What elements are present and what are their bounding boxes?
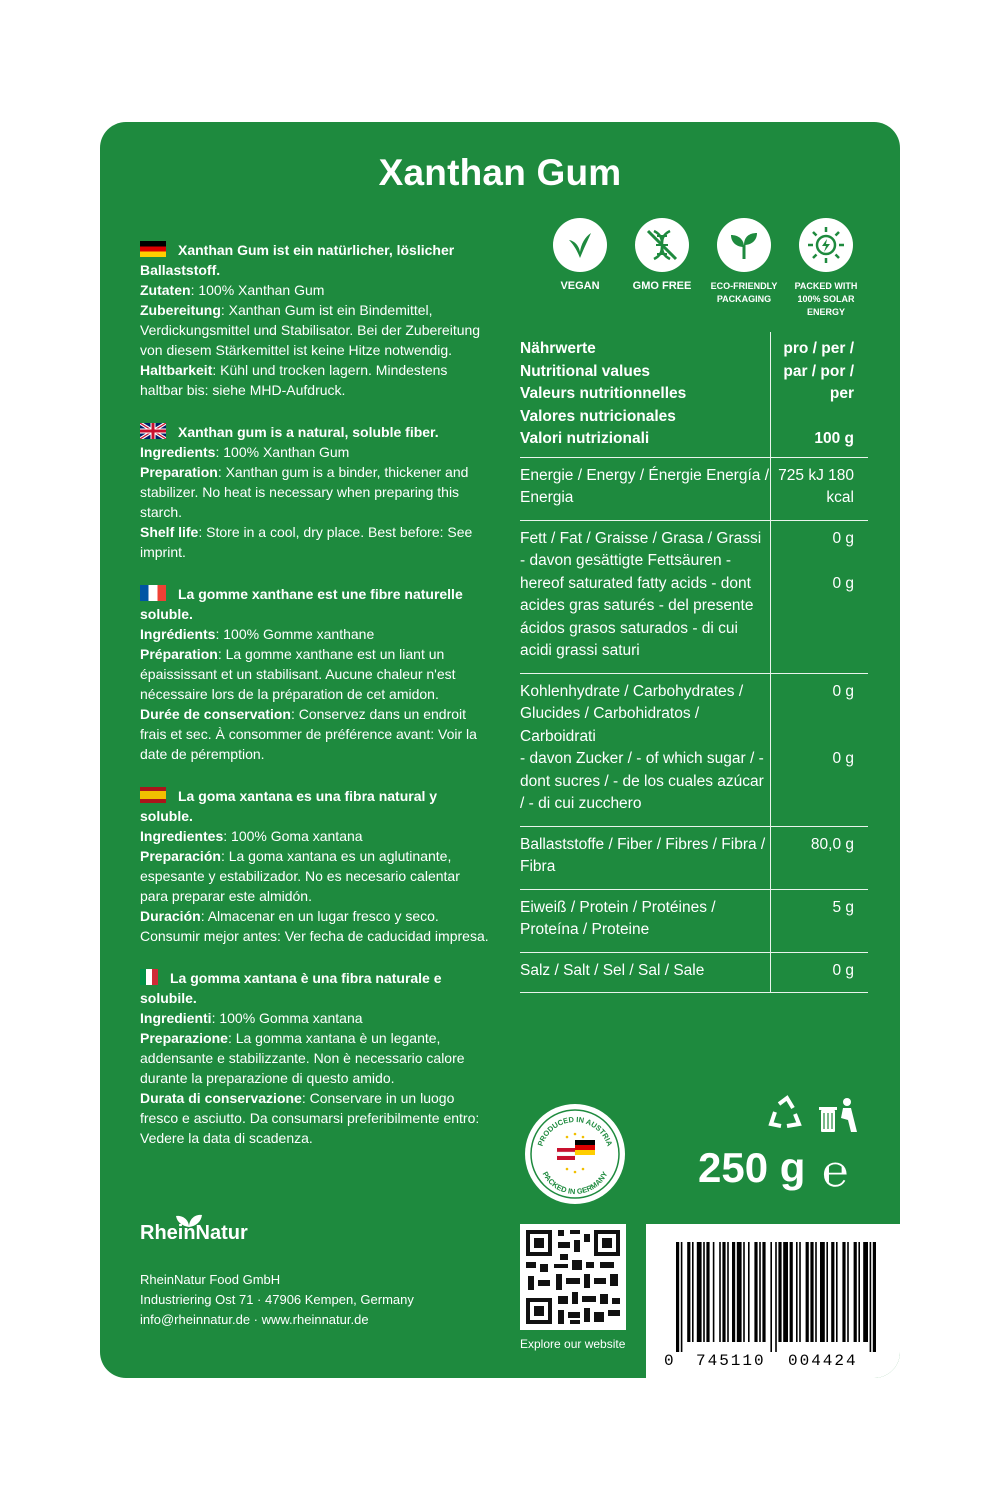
section-heading: La gomme xanthane est une fibre naturelle soluble.	[140, 586, 463, 622]
sun-bolt-icon	[799, 218, 853, 272]
barcode-bar	[820, 1242, 825, 1342]
barcode-bar	[770, 1242, 772, 1352]
barcode-bar	[790, 1242, 793, 1342]
barcode-bar	[842, 1242, 845, 1342]
barcode: 0 745110 004424	[646, 1224, 900, 1378]
recycle-icon	[771, 1098, 799, 1126]
barcode-bar	[687, 1242, 690, 1342]
barcode-bar	[870, 1242, 872, 1352]
section-es: La goma xantana es una fibra natural y soluble. Ingredientes: 100% Goma xantana Preparación: La goma xantana es un aglutinante, espesante y estabilizador. No es necesario calentar para preparar este almidón. Duración: Almacenar en un lugar fresco y seco. Consumir mejor antes: Ver fecha de caducidad impresa.	[140, 788, 489, 944]
qr-code-icon	[520, 1224, 626, 1330]
recycling-icons	[765, 1094, 865, 1143]
barcode-bar	[722, 1242, 725, 1342]
table-row: Energie / Energy / Énergie Energía / Energia 725 kJ 180 kcal	[520, 458, 868, 521]
net-weight: 250 g	[698, 1144, 806, 1191]
eco-packaging-badge: ECO-FRIENDLY PACKAGING	[704, 218, 784, 306]
barcode-bar	[847, 1242, 849, 1342]
feature-badges	[540, 218, 870, 318]
table-row: Fett / Fat / Graisse / Grasa / Grassi - davon gesättigte Fettsäuren - hereof saturated fatty acids - dont acides gras saturés - del presente ácidos grasos saturados - di cui acidi grassi saturi 0 g 0 g	[520, 521, 868, 674]
german-flag-icon	[140, 241, 166, 257]
barcode-bar	[681, 1242, 683, 1352]
barcode-bar	[697, 1242, 702, 1342]
gmo-free-badge: GMO FREE	[622, 218, 702, 293]
barcode-bar	[719, 1242, 721, 1342]
section-de: Xanthan Gum ist ein natürlicher, löslicher Ballaststoff. Zutaten: 100% Xanthan Gum Zubereitung: Xanthan Gum ist ein Bindemittel, Verdickungsmittel und Stabilisator. Bei der Zubereitung von diesem Stärkemittel ist keine Hitze notwendig. Haltbarkeit: Kühl und trocken lagern. Mindestens haltbar bis: siehe MHD-Aufdruck.	[140, 242, 481, 398]
barcode-bar	[754, 1242, 757, 1342]
table-row: Salz / Salt / Sel / Sal / Sale 0 g	[520, 953, 868, 994]
section-en: Xanthan gum is a natural, soluble fiber. Ingredients: 100% Xanthan Gum Preparation: Xanthan gum is a binder, thickener and stabilizer. No heat is necessary when preparing this starch. Shelf life: Store in a cool, dry place. Best before: See imprint.	[140, 424, 473, 560]
estimated-sign-icon: ℮	[822, 1147, 849, 1196]
barcode-bars	[646, 1224, 900, 1354]
table-row: Kohlenhydrate / Carbohydrates / Glucides / Carbohidratos / Carboidrati - davon Zucker / - of which sugar / - dont sucres / - de los cuales azúcar / - di cui zucchero 0 g 0 g	[520, 674, 868, 827]
nutrition-table	[520, 332, 868, 993]
barcode-bar	[783, 1242, 788, 1342]
barcode-bar	[836, 1242, 838, 1342]
barcode-bar	[727, 1242, 729, 1342]
barcode-bar	[831, 1242, 834, 1342]
section-heading: La goma xantana es una fibra natural y soluble.	[140, 788, 438, 824]
description-column	[140, 240, 490, 1170]
italian-flag-icon	[140, 969, 158, 985]
section-heading: La gomma xantana è una fibra naturale e solubile.	[140, 970, 442, 1006]
svg-text:PACKED IN GERMANY: PACKED IN GERMANY	[540, 1169, 610, 1197]
barcode-bar	[799, 1242, 801, 1342]
section-heading: Xanthan Gum ist ein natürlicher, löslicher Ballaststoff.	[140, 242, 455, 278]
barcode-bar	[778, 1242, 781, 1342]
dna-crossed-icon	[635, 218, 689, 272]
barcode-bar	[762, 1242, 765, 1342]
barcode-bar	[806, 1242, 809, 1342]
section-heading: Xanthan gum is a natural, soluble fiber.	[178, 424, 439, 440]
barcode-bar	[748, 1242, 750, 1342]
product-label	[100, 122, 900, 1378]
barcode-bar	[703, 1242, 705, 1342]
nutrition-header-row: Nährwerte Nutritional values Valeurs nutritionnelles Valores nutricionales Valori nutrizionali pro / per / par / por / per 100 g	[520, 332, 868, 458]
barcode-bar	[858, 1242, 860, 1342]
table-row: Eiweiß / Protein / Protéines / Proteína / Proteine 5 g	[520, 890, 868, 953]
barcode-bar	[810, 1242, 813, 1342]
barcode-bar	[796, 1242, 798, 1342]
vegan-badge: VEGAN	[540, 218, 620, 293]
barcode-bar	[826, 1242, 828, 1342]
company-address: RheinNatur Food GmbH Industriering Ost 71 · 47906 Kempen, Germany info@rheinnatur.de · www.rheinnatur.de	[140, 1272, 414, 1327]
origin-seal	[525, 1104, 625, 1204]
table-row: Ballaststoffe / Fiber / Fibres / Fibra / Fibra 80,0 g	[520, 827, 868, 890]
barcode-bar	[732, 1242, 735, 1342]
barcode-bar	[706, 1242, 709, 1342]
barcode-bar	[713, 1242, 715, 1342]
barcode-bar	[775, 1242, 777, 1352]
solar-energy-badge: PACKED WITH 100% SOLAR ENERGY	[786, 218, 866, 319]
brand-logo: RheinNatur	[140, 1222, 248, 1244]
qr-caption: Explore our website	[520, 1337, 626, 1351]
trash-bin-person-icon	[819, 1098, 857, 1132]
svg-text:PRODUCED IN AUSTRIA: PRODUCED IN AUSTRIA	[535, 1114, 615, 1148]
barcode-bar	[759, 1242, 761, 1342]
barcode-bar	[863, 1242, 868, 1342]
uk-flag-icon	[140, 423, 166, 439]
product-title: Xanthan Gum	[378, 152, 622, 193]
vegan-leaf-icon	[553, 218, 607, 272]
barcode-bar	[743, 1242, 745, 1342]
sprout-icon	[717, 218, 771, 272]
barcode-bar	[815, 1242, 817, 1342]
spanish-flag-icon	[140, 787, 166, 803]
origin-seal-icon	[525, 1104, 625, 1204]
barcode-bar	[854, 1242, 857, 1342]
french-flag-icon	[140, 585, 166, 601]
barcode-bar	[692, 1242, 694, 1342]
qr-code[interactable]	[520, 1224, 626, 1330]
barcode-bar	[676, 1242, 679, 1352]
barcode-bar	[873, 1242, 876, 1352]
section-fr: La gomme xanthane est une fibre naturelle soluble. Ingrédients: 100% Gomme xanthane Préparation: La gomme xanthane est un liant un épaississant et un stabilisant. Aucune chaleur n'est nécessaire lors de la préparation de cet amidon. Durée de conservation: Conservez dans un endroit frais et sec. À consommer de préférence avant: Voir la date de péremption.	[140, 586, 477, 762]
barcode-bar	[737, 1242, 742, 1342]
section-it: La gomma xantana è una fibra naturale e solubile. Ingredienti: 100% Gomma xantana Preparazione: La gomma xantana è un legante, addensante e stabilizzante. Non è necessario calore durante la preparazione di questo amido. Durata di conservazione: Conservare in un luogo fresco e asciutto. Da consumarsi preferibilmente entro: Vedere la data di scadenza.	[140, 970, 480, 1146]
